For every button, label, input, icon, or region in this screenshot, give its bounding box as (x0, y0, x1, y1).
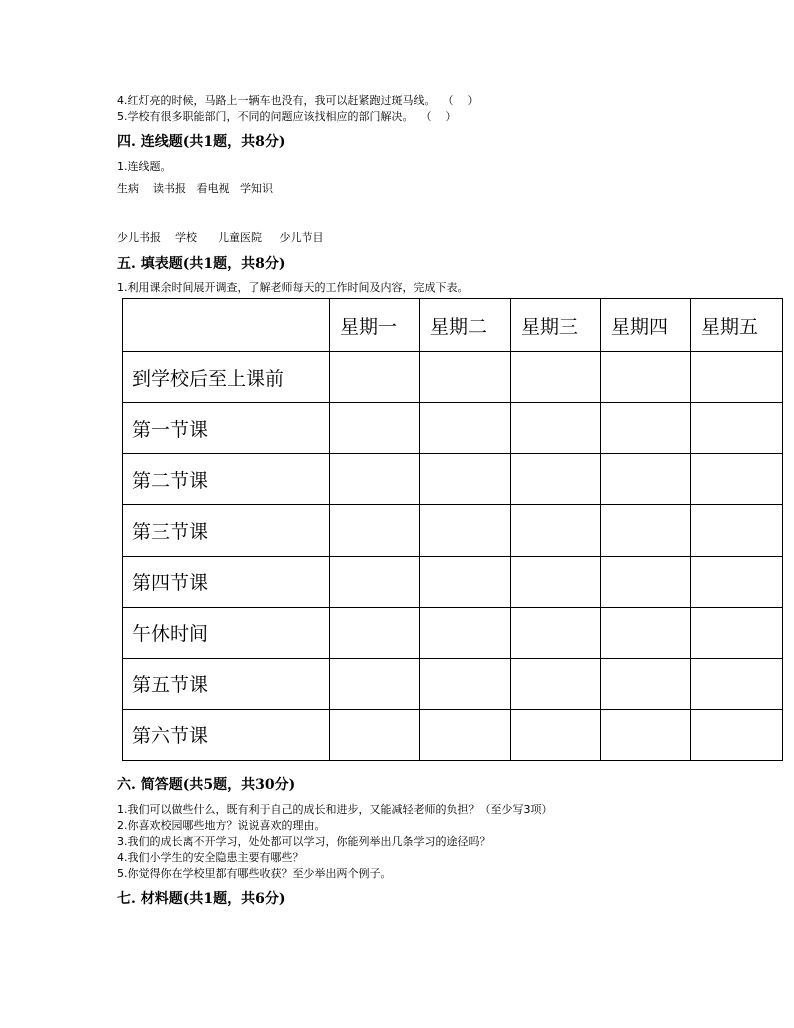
table-cell[interactable] (601, 505, 691, 556)
row-label: 到学校后至上课前 (123, 352, 330, 403)
table-cell[interactable] (691, 352, 783, 403)
table-cell[interactable] (330, 352, 420, 403)
section-5-title: 五. 填表题(共1题，共8分) (117, 256, 286, 272)
table-cell[interactable] (420, 709, 511, 760)
table-cell[interactable] (420, 454, 511, 505)
table-cell[interactable] (511, 556, 601, 607)
table-cell[interactable] (601, 658, 691, 709)
header-monday: 星期一 (330, 299, 420, 352)
table-cell[interactable] (691, 556, 783, 607)
row-label: 第二节课 (123, 454, 330, 505)
table-row (123, 505, 783, 556)
table-header-row (123, 299, 783, 352)
section-7-title: 七. 材料题(共1题，共6分) (117, 891, 286, 907)
table-cell[interactable] (420, 607, 511, 658)
table-cell[interactable] (330, 709, 420, 760)
table-row (123, 454, 783, 505)
table-cell[interactable] (420, 658, 511, 709)
row-label: 第五节课 (123, 658, 330, 709)
table-cell[interactable] (691, 658, 783, 709)
matching-row-bottom: 少儿书报 学校 儿童医院 少儿节目 (117, 231, 324, 244)
section-4-title: 四. 连线题(共1题，共8分) (117, 134, 286, 150)
table-cell[interactable] (691, 454, 783, 505)
row-label: 第一节课 (123, 403, 330, 454)
table-cell[interactable] (420, 403, 511, 454)
table-cell[interactable] (691, 403, 783, 454)
table-cell[interactable] (511, 709, 601, 760)
row-label: 第三节课 (123, 505, 330, 556)
table-cell[interactable] (420, 505, 511, 556)
section-4-question: 1.连线题。 (117, 160, 172, 173)
table-cell[interactable] (691, 505, 783, 556)
header-tuesday: 星期二 (420, 299, 511, 352)
table-cell[interactable] (330, 658, 420, 709)
table-cell[interactable] (511, 658, 601, 709)
table-cell[interactable] (601, 352, 691, 403)
schedule-table (122, 298, 783, 761)
row-label: 第四节课 (123, 556, 330, 607)
table-cell[interactable] (601, 403, 691, 454)
table-row (123, 403, 783, 454)
table-cell[interactable] (511, 505, 601, 556)
short-answer-5: 5.你觉得你在学校里都有哪些收获？至少举出两个例子。 (117, 867, 392, 880)
table-row (123, 352, 783, 403)
table-cell[interactable] (691, 709, 783, 760)
judgement-item-4: 4.红灯亮的时候，马路上一辆车也没有，我可以赶紧跑过斑马线。 （ ） (117, 94, 479, 107)
table-cell[interactable] (601, 454, 691, 505)
table-cell[interactable] (420, 352, 511, 403)
table-cell[interactable] (330, 403, 420, 454)
table-cell[interactable] (330, 556, 420, 607)
table-cell[interactable] (601, 709, 691, 760)
table-cell[interactable] (420, 556, 511, 607)
table-cell[interactable] (511, 454, 601, 505)
short-answer-2: 2.你喜欢校园哪些地方？说说喜欢的理由。 (117, 819, 326, 832)
table-cell[interactable] (330, 607, 420, 658)
header-cell-empty (123, 299, 330, 352)
table-cell[interactable] (511, 403, 601, 454)
row-label: 第六节课 (123, 709, 330, 760)
matching-row-top: 生病 读书报 看电视 学知识 (117, 182, 273, 195)
table-cell[interactable] (511, 607, 601, 658)
table-cell[interactable] (601, 556, 691, 607)
table-cell[interactable] (330, 454, 420, 505)
row-label: 午休时间 (123, 607, 330, 658)
short-answer-3: 3.我们的成长离不开学习，处处都可以学习，你能列举出几条学习的途径吗？ (117, 835, 491, 848)
table-cell[interactable] (601, 607, 691, 658)
table-cell[interactable] (691, 607, 783, 658)
table-row (123, 556, 783, 607)
judgement-item-5: 5.学校有很多职能部门，不同的问题应该找相应的部门解决。 （ ） (117, 110, 457, 123)
table-cell[interactable] (511, 352, 601, 403)
table-row (123, 658, 783, 709)
short-answer-4: 4.我们小学生的安全隐患主要有哪些？ (117, 851, 304, 864)
short-answer-1: 1.我们可以做些什么，既有利于自己的成长和进步，又能减轻老师的负担？（至少写3项） (117, 803, 553, 816)
section-6-title: 六. 简答题(共5题，共30分) (117, 777, 296, 793)
header-thursday: 星期四 (601, 299, 691, 352)
table-cell[interactable] (330, 505, 420, 556)
header-wednesday: 星期三 (511, 299, 601, 352)
header-friday: 星期五 (691, 299, 783, 352)
table-row (123, 709, 783, 760)
table-row (123, 607, 783, 658)
section-5-question: 1.利用课余时间展开调查，了解老师每天的工作时间及内容，完成下表。 (117, 281, 469, 294)
